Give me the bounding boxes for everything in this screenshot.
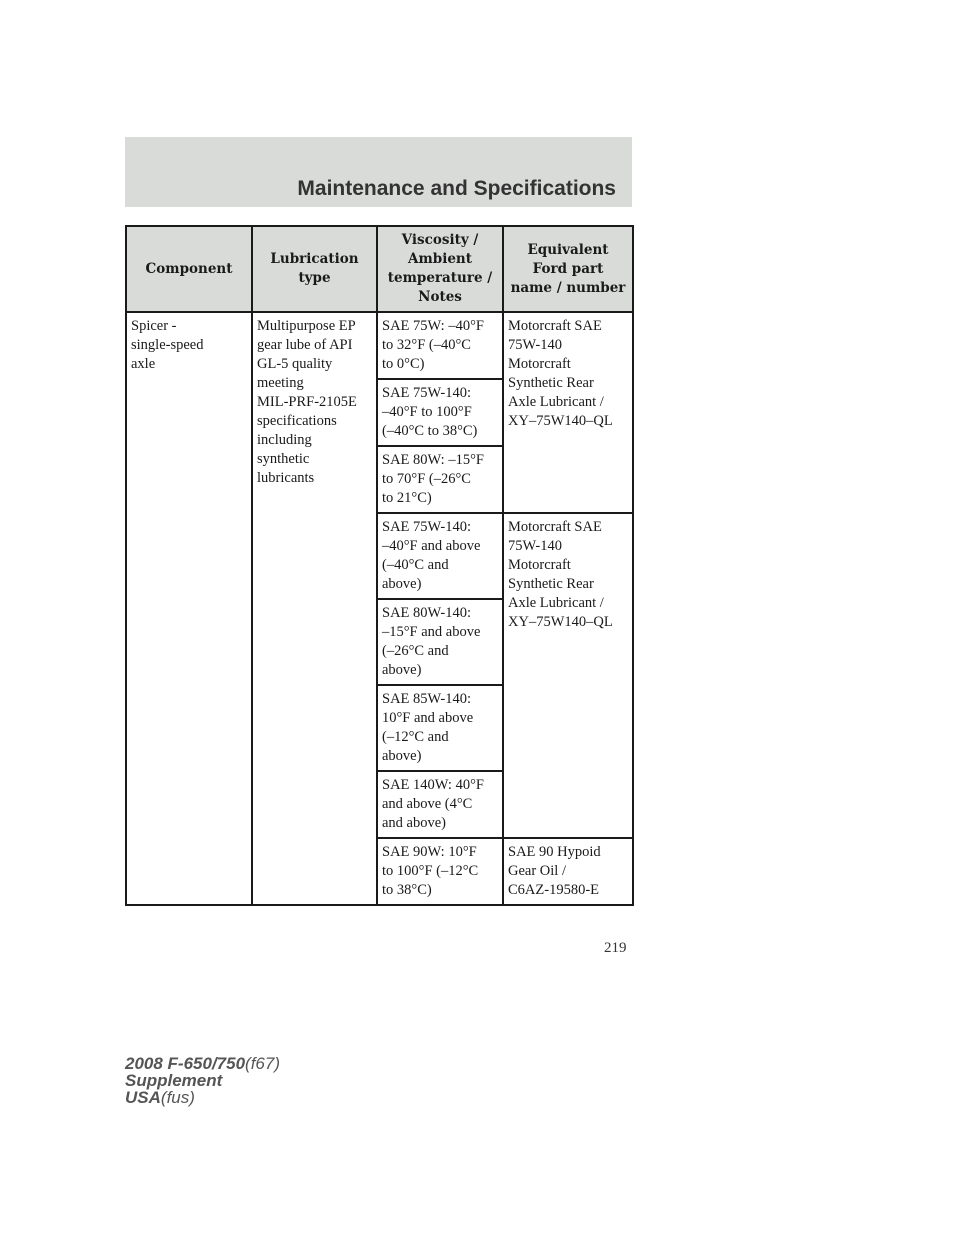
viscosity-cell: SAE 90W: 10°F to 100°F (–12°C to 38°C) (377, 838, 503, 905)
footer-doc: Supplement (125, 1071, 223, 1090)
viscosity-cell: SAE 75W-140: –40°F and above (–40°C and above) (377, 513, 503, 599)
document-footer (125, 1055, 280, 1106)
column-header-equivalent-part: Equivalent Ford part name / number (503, 226, 633, 312)
section-header-band (125, 137, 632, 207)
viscosity-cell: SAE 80W-140: –15°F and above (–26°C and above) (377, 599, 503, 685)
page-number: 219 (604, 940, 627, 956)
equivalent-part-cell: Motorcraft SAE 75W-140 Motorcraft Synthetic Rear Axle Lubricant / XY–75W140–QL (503, 312, 633, 513)
table-header-row (126, 226, 633, 312)
equivalent-part-cell: SAE 90 Hypoid Gear Oil / C6AZ-19580-E (503, 838, 633, 905)
viscosity-cell: SAE 75W-140: –40°F to 100°F (–40°C to 38°C) (377, 379, 503, 446)
equivalent-part-cell: Motorcraft SAE 75W-140 Motorcraft Synthetic Rear Axle Lubricant / XY–75W140–QL (503, 513, 633, 838)
lubricant-spec-table (125, 225, 634, 906)
column-header-component: Component (126, 226, 252, 312)
footer-region-code: (fus) (160, 1088, 195, 1107)
viscosity-cell: SAE 80W: –15°F to 70°F (–26°C to 21°C) (377, 446, 503, 513)
footer-model: 2008 F-650/750 (125, 1054, 246, 1073)
lubrication-type-cell: Multipurpose EP gear lube of API GL-5 quality meeting MIL-PRF-2105E specifications including synthetic lubricants (252, 312, 377, 905)
viscosity-cell: SAE 85W-140: 10°F and above (–12°C and above) (377, 685, 503, 771)
section-title: Maintenance and Specifications (297, 177, 616, 200)
column-header-viscosity: Viscosity / Ambient temperature / Notes (377, 226, 503, 312)
footer-model-code: (f67) (245, 1054, 281, 1073)
column-header-lubrication-type: Lubrication type (252, 226, 377, 312)
table-row (126, 312, 633, 379)
viscosity-cell: SAE 140W: 40°F and above (4°C and above) (377, 771, 503, 838)
component-cell: Spicer - single-speed axle (126, 312, 252, 905)
viscosity-cell: SAE 75W: –40°F to 32°F (–40°C to 0°C) (377, 312, 503, 379)
footer-region: USA (125, 1088, 161, 1107)
